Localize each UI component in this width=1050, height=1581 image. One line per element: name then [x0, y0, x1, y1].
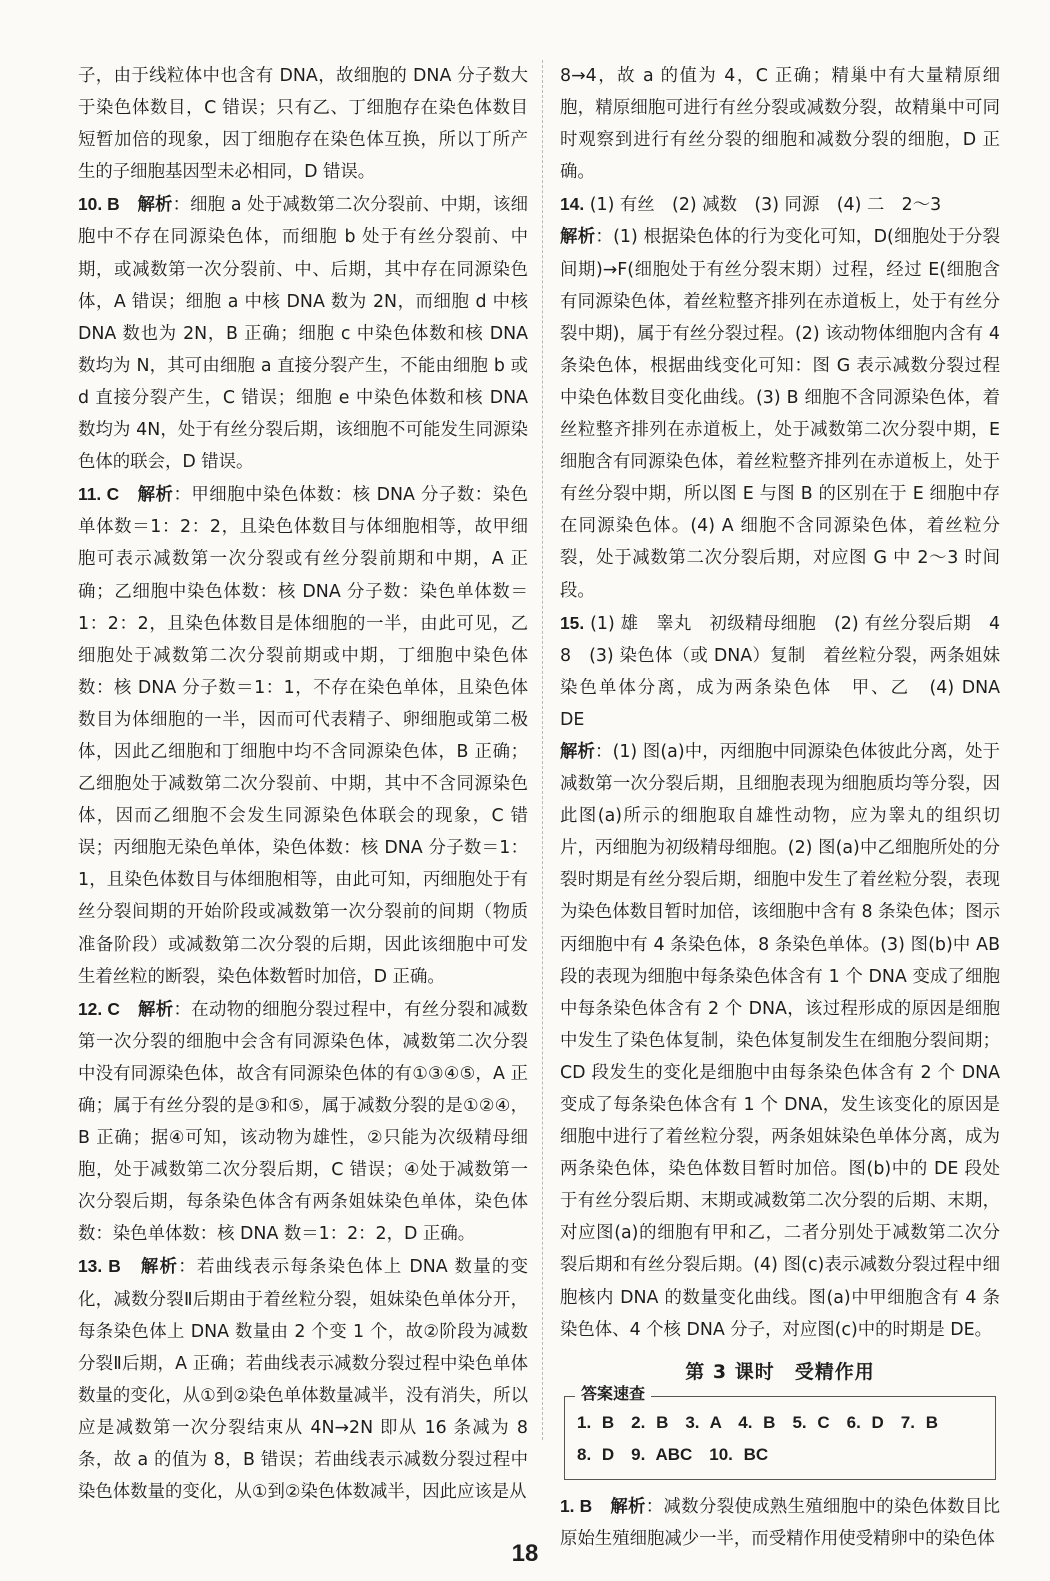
quick-answer-tag: 答案速查	[575, 1384, 651, 1404]
answer-15-answer: (1) 雄 睾丸 初级精母细胞 (2) 有丝分裂后期 4 8 (3) 染色体（或 DNA）复制 着丝粒分裂，两条姐妹染色单体分离，成为两条染色体 甲、乙 (4) DNA DE	[560, 613, 1018, 730]
answer-14-label: 解析	[560, 227, 596, 248]
section-title: 第 3 课时 受精作用	[685, 1360, 875, 1383]
left-continuation: 子，由于线粒体中也含有 DNA，故细胞的 DNA 分子数大于染色体数目，C 错误；只有乙、丁细胞存在染色体数目短暂加倍的现象，因丁细胞存在染色体互换，所以丁所产生的子细胞基因型未必相同，D 错误。	[78, 66, 528, 183]
right-continuation: 8→4，故 a 的值为 4，C 正确；精巢中有大量精原细胞，精原细胞可进行有丝分裂或减数分裂，故精巢中可同时观察到进行有丝分裂的细胞和减数分裂的细胞，D 正确。	[560, 66, 1000, 183]
quick-answer-box	[564, 1383, 996, 1480]
answer-15-label: 解析	[560, 741, 596, 762]
quick-answer-row-1: 1. B 2. B 3. A 4. B 5. C 6. D 7. B	[577, 1412, 938, 1432]
answer-12	[78, 993, 528, 1251]
answer-12-text: ：在动物的细胞分裂过程中，有丝分裂和减数第一次分裂的细胞中会含有同源染色体，减数第二次分裂中没有同源染色体，故含有同源染色体的有①③④⑤，A 正确；属于有丝分裂的是③和⑤，属于减数分裂的是①②④，B 正确；据④可知，该动物为雄性，②只能为次级精母细胞，处于减数第二次分裂后期，C 错误；④处于减数第一次分裂后期，每条染色体含有两条姐妹染色单体，染色体数：染色单体数：核 DNA 数＝1：2：2，D 正确。	[78, 999, 528, 1245]
answer-13	[78, 1250, 528, 1508]
answer-14-answer: (1) 有丝 (2) 减数 (3) 同源 (4) 二 2～3	[589, 195, 942, 216]
answer-1-text: ：减数分裂使成熟生殖细胞中的染色体数目比原始生殖细胞减少一半，而受精作用使受精卵中的染色体	[560, 1496, 1000, 1549]
answer-13-number: 13. B	[78, 1256, 121, 1277]
answer-15-explanation	[560, 736, 1000, 1346]
quick-answer-row-2: 8. D 9. ABC 10. BC	[577, 1444, 769, 1464]
answer-11-number: 11. C	[78, 484, 120, 505]
answer-15-text: ：(1) 图(a)中，丙细胞中同源染色体彼此分离，处于减数第一次分裂后期，且细胞表现为细胞质均等分裂，因此图(a)所示的细胞取自雄性动物，应为睾丸的组织切片，丙细胞为初级精母细胞。(2) 图(a)中乙细胞所处的分裂时期是有丝分裂后期，细胞中发生了着丝粒分裂，表现为染色体数目暂时加倍，该细胞中含有 8 条染色体；图示丙细胞中有 4 条染色体，8 条染色单体。(3) 图(b)中 AB 段的表现为细胞中每条染色体含有 1 个 DNA 变成了细胞中每条染色体含有 2 个 DNA，该过程形成的原因是细胞中发生了染色体复制，染色体复制发生在细胞分裂间期；CD 段发生的变化是细胞中由每条染色体含有 2 个 DNA 变成了每条染色体含有 1 个 DNA，发生该变化的原因是细胞中进行了着丝粒分裂，两条姐妹染色单体分离，成为两条染色体，染色体数目暂时加倍。图(b)中的 DE 段处于有丝分裂后期、末期或减数第二次分裂的后期、末期，对应图(a)的细胞有甲和乙，二者分别处于减数第二次分裂后期和有丝分裂后期。(4) 图(c)表示减数分裂过程中细胞核内 DNA 的数量变化曲线。图(a)中甲细胞含有 4 条染色体、4 个核 DNA 分子，对应图(c)中的时期是 DE。	[560, 741, 1000, 1340]
answer-11-label: 解析	[137, 485, 174, 506]
answer-11	[78, 478, 528, 993]
answer-12-number: 12. C	[78, 998, 120, 1019]
column-divider	[542, 60, 543, 1440]
answer-11-text: ：甲细胞中染色体数：核 DNA 分子数：染色单体数＝1：2：2，且染色体数目与体细胞相等，故甲细胞可表示减数第一次分裂或有丝分裂前期和中期，A 正确；乙细胞中染色体数：核 DNA 分子数：染色单体数＝1：2：2，且染色体数目是体细胞的一半，由此可见，乙细胞处于减数第二次分裂前期或中期，丁细胞中染色体数：核 DNA 分子数＝1：1，不存在染色单体，且染色体数目为体细胞的一半，因而可代表精子、卵细胞或第二极体，因此乙细胞和丁细胞中均不含同源染色体，B 正确；乙细胞处于减数第二次分裂前、中期，其中不含同源染色体，因而乙细胞不会发生同源染色体联会的现象，C 错误；丙细胞无染色单体，染色体数：核 DNA 分子数＝1：1，且染色体数目与体细胞相等，由此可知，丙细胞处于有丝分裂间期的开始阶段或减数第一次分裂前的间期（物质准备阶段）或减数第二次分裂的后期，因此该细胞中可发生着丝粒的断裂，染色体数暂时加倍，D 正确。	[78, 485, 528, 987]
left-column	[78, 60, 528, 1508]
answer-10-text: ：细胞 a 处于减数第二次分裂前、中期，该细胞中不存在同源染色体，而细胞 b 处于有丝分裂前、中期，或减数第一次分裂前、中、后期，其中存在同源染色体，A 错误；细胞 a 中核 DNA 数为 2N，而细胞 d 中核 DNA 数也为 2N，B 正确；细胞 c 中染色体数和核 DNA 数均为 N，其可由细胞 a 直接分裂产生，不能由细胞 b 或 d 直接分裂产生，C 错误；细胞 e 中染色体数和核 DNA 数均为 4N，处于有丝分裂后期，该细胞不可能发生同源染色体的联会，D 错误。	[78, 195, 528, 473]
answer-14	[560, 188, 1000, 221]
answer-10	[78, 188, 528, 478]
page-number: 18	[511, 1540, 539, 1567]
answer-12-label: 解析	[138, 999, 174, 1020]
answer-13-text: ：若曲线表示每条染色体上 DNA 数量的变化，减数分裂Ⅱ后期由于着丝粒分裂，姐妹染色单体分开，每条染色体上 DNA 数量由 2 个变 1 个，故②阶段为减数分裂Ⅱ后期，A 正确；若曲线表示减数分裂过程中染色单体数量的变化，从①到②染色单体数量减半，没有消失，所以应是减数第一次分裂结束从 4N→2N 即从 16 条减为 8 条，故 a 的值为 8，B 错误；若曲线表示减数分裂过程中染色体数量的变化，从①到②染色体数减半，因此应该是从	[78, 1257, 528, 1503]
right-column	[560, 60, 1018, 1555]
answer-15	[560, 607, 1018, 736]
answer-1-number: 1. B	[560, 1495, 593, 1516]
answer-10-label: 解析	[137, 195, 173, 216]
answer-14-text: ：(1) 根据染色体的行为变化可知，D(细胞处于分裂间期)→F(细胞处于有丝分裂末期）过程，经过 E(细胞含有同源染色体，着丝粒整齐排列在赤道板上，处于有丝分裂中期)，属于有丝分裂过程。(2) 该动物体细胞内含有 4 条染色体，根据曲线变化可知：图 G 表示减数分裂过程中染色体数目变化曲线。(3) B 细胞不含同源染色体，着丝粒整齐排列在赤道板上，处于减数第二次分裂中期，E 细胞含有同源染色体，着丝粒整齐排列在赤道板上，处于有丝分裂中期，所以图 E 与图 B 的区别在于 E 细胞中存在同源染色体。(4) A 细胞不含同源染色体，着丝粒分裂，处于减数第二次分裂后期，对应图 G 中 2～3 时间段。	[560, 227, 1000, 601]
answer-14-explanation	[560, 221, 1000, 606]
answer-15-number: 15.	[560, 612, 585, 633]
answer-14-number: 14.	[560, 194, 585, 215]
answer-13-label: 解析	[140, 1257, 179, 1278]
answer-1-label: 解析	[610, 1496, 646, 1517]
answer-10-number: 10. B	[78, 194, 120, 215]
